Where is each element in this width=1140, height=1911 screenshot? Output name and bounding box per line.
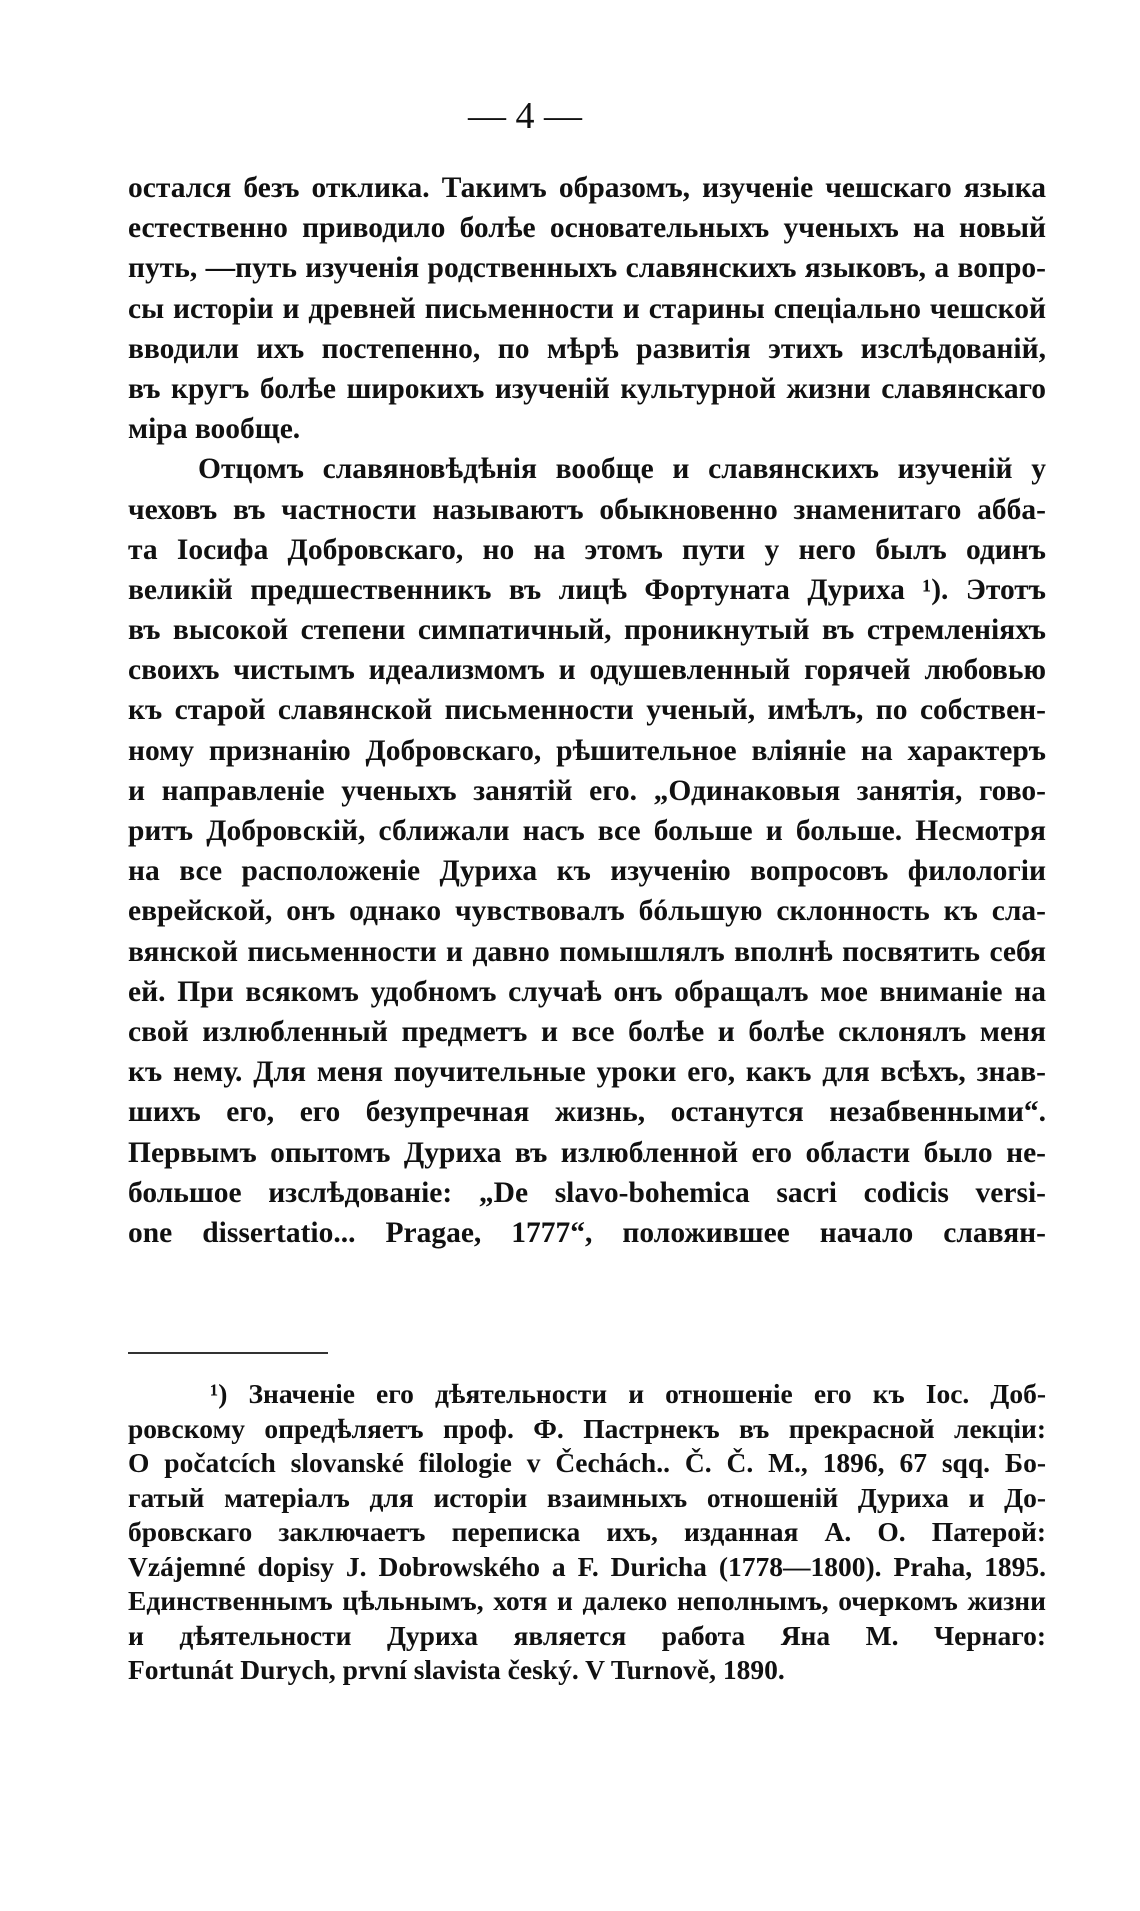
text-line: своихъ чистымъ идеализмомъ и одушевленный горячей любовью	[128, 654, 1046, 687]
footnote-line: O počatcích slovanské filologie v Čechách.. Č. Č. M., 1896, 67 sqq. Бо-	[128, 1447, 1046, 1478]
text-line: въ кругъ болѣе широкихъ изученій культурной жизни славянскаго	[128, 372, 1046, 405]
text-line: one dissertatio... Pragae, 1777“, положившее начало славян-	[128, 1216, 1046, 1249]
text-line: Отцомъ славяновѣдѣнія вообще и славянскихъ изученій у	[198, 453, 1046, 486]
text-line: путь, —путь изученія родственныхъ славянскихъ языковъ, а вопро-	[128, 252, 1046, 285]
text-line: ному признанію Добровскаго, рѣшительное вліяніе на характеръ	[128, 734, 1046, 767]
text-line: ей. При всякомъ удобномъ случаѣ онъ обращалъ мое вниманіе на	[128, 975, 1046, 1008]
text-line: сы исторіи и древней письменности и старины спеціально чешской	[128, 292, 1046, 325]
footnote-line: и дѣятельности Дуриха является работа Яна М. Чернаго:	[128, 1619, 1046, 1651]
page-number: — 4 —	[468, 95, 582, 137]
main-text	[128, 168, 1046, 1253]
text-line: великій предшественникъ въ лицѣ Фортуната Дуриха ¹). Этотъ	[128, 573, 1046, 606]
footnote-line: гатый матеріалъ для исторіи взаимныхъ отношеній Дуриха и До-	[128, 1481, 1046, 1513]
footnote	[128, 1377, 1046, 1688]
footnote-line: Fortunát Durych, první slavista český. V Turnově, 1890.	[128, 1654, 785, 1685]
text-line: міра вообще.	[128, 413, 301, 446]
footnote-line: бровскаго заключаетъ переписка ихъ, изданная А. О. Патерой:	[128, 1516, 1046, 1547]
text-line: на все расположеніе Дуриха къ изученію вопросовъ филологіи	[128, 855, 1046, 888]
footnote-line: Единственнымъ цѣльнымъ, хотя и далеко неполнымъ, очеркомъ жизни	[128, 1585, 1046, 1616]
footnote-line: ¹) Значеніе его дѣятельности и отношеніе его къ Іос. Доб-	[210, 1378, 1046, 1409]
text-line: большое изслѣдованіе: „De slavo-bohemica sacri codicis versi-	[128, 1176, 1046, 1209]
text-line: еврейской, онъ однако чувствовалъ бóльшую склонность къ сла-	[128, 895, 1046, 928]
footnote-separator	[128, 1352, 328, 1354]
text-line: вянской письменности и давно помышлялъ вполнѣ посвятить себя	[128, 935, 1046, 968]
footnote-line: ровскому опредѣляетъ проф. Ф. Пастрнекъ въ прекрасной лекціи:	[128, 1412, 1046, 1444]
text-line: шихъ его, его безупречная жизнь, останутся незабвенными“.	[128, 1096, 1046, 1129]
text-line: и направленіе ученыхъ занятій его. „Одинаковыя занятія, гово-	[128, 774, 1046, 807]
text-line: вводили ихъ постепенно, по мѣрѣ развитія этихъ изслѣдованій,	[128, 332, 1046, 365]
text-line: къ нему. Для меня поучительные уроки его, какъ для всѣхъ, знав-	[128, 1056, 1046, 1089]
text-line: ритъ Добровскій, сближали насъ все больше и больше. Несмотря	[128, 815, 1046, 847]
text-line: свой излюбленный предметъ и все болѣе и болѣе склонялъ меня	[128, 1015, 1046, 1048]
footnote-line: Vzájemné dopisy J. Dobrowského a F. Duricha (1778—1800). Praha, 1895.	[128, 1550, 1046, 1582]
text-line: естественно приводило болѣе основательныхъ ученыхъ на новый	[128, 212, 1046, 245]
text-line: къ старой славянской письменности ученый, имѣлъ, по собствен-	[128, 694, 1046, 727]
text-line: та Іосифа Добровскаго, но на этомъ пути у него былъ одинъ	[128, 533, 1046, 566]
text-line: Первымъ опытомъ Дуриха въ излюбленной его области было не-	[128, 1136, 1046, 1169]
text-line: остался безъ отклика. Такимъ образомъ, изученіе чешскаго языка	[128, 172, 1046, 204]
text-line: чеховъ въ частности называютъ обыкновенно знаменитаго абба-	[128, 493, 1046, 526]
text-line: въ высокой степени симпатичный, проникнутый въ стремленіяхъ	[128, 614, 1046, 647]
